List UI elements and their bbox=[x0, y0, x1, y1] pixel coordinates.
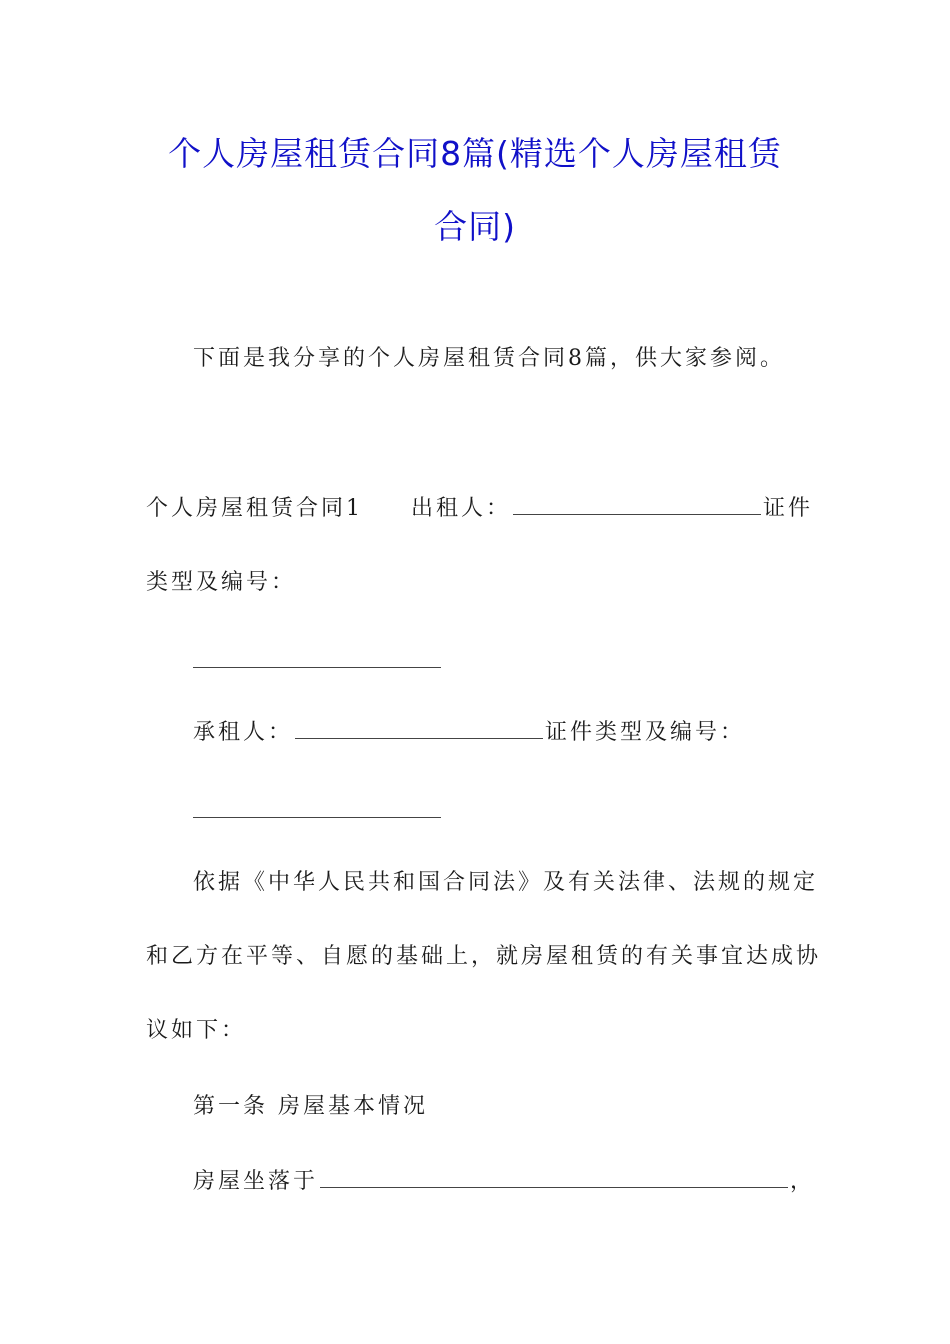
basis-line-1: 依据《中华人民共和国合同法》及有关法律、法规的规定 bbox=[193, 870, 819, 895]
lessee-id-label: 证件类型及编号： bbox=[545, 720, 746, 745]
location-label: 房屋坐落于 bbox=[193, 1169, 319, 1194]
contract-1-heading-line bbox=[146, 494, 813, 524]
lessee-label: 承租人： bbox=[193, 720, 294, 745]
basis-line-2: 和乙方在平等、自愿的基础上，就房屋租赁的有关事宜达成协 bbox=[146, 944, 822, 969]
lessor-label: 出租人： bbox=[411, 496, 512, 521]
lessor-id-label-part1: 证件 bbox=[763, 496, 814, 521]
basis-line-3: 议如下： bbox=[146, 1018, 247, 1043]
lessee-id-blank bbox=[193, 817, 441, 818]
document-title-line-2: 合同) bbox=[434, 207, 516, 246]
contract-1-heading: 个人房屋租赁合同1 bbox=[146, 496, 363, 521]
lessor-id-label-part2: 类型及编号： bbox=[146, 570, 297, 595]
lessee-line bbox=[193, 718, 745, 748]
intro-paragraph: 下面是我分享的个人房屋租赁合同8篇，供大家参阅。 bbox=[193, 346, 785, 371]
location-line bbox=[193, 1167, 815, 1197]
article-1-heading: 第一条 房屋基本情况 bbox=[193, 1094, 428, 1119]
location-end-punct: ， bbox=[790, 1169, 816, 1194]
lessee-blank bbox=[295, 718, 543, 739]
lessor-blank bbox=[513, 494, 761, 515]
location-blank bbox=[320, 1167, 788, 1188]
lessor-id-blank bbox=[193, 667, 441, 668]
document-title-line-1: 个人房屋租赁合同8篇(精选个人房屋租赁 bbox=[168, 134, 782, 173]
